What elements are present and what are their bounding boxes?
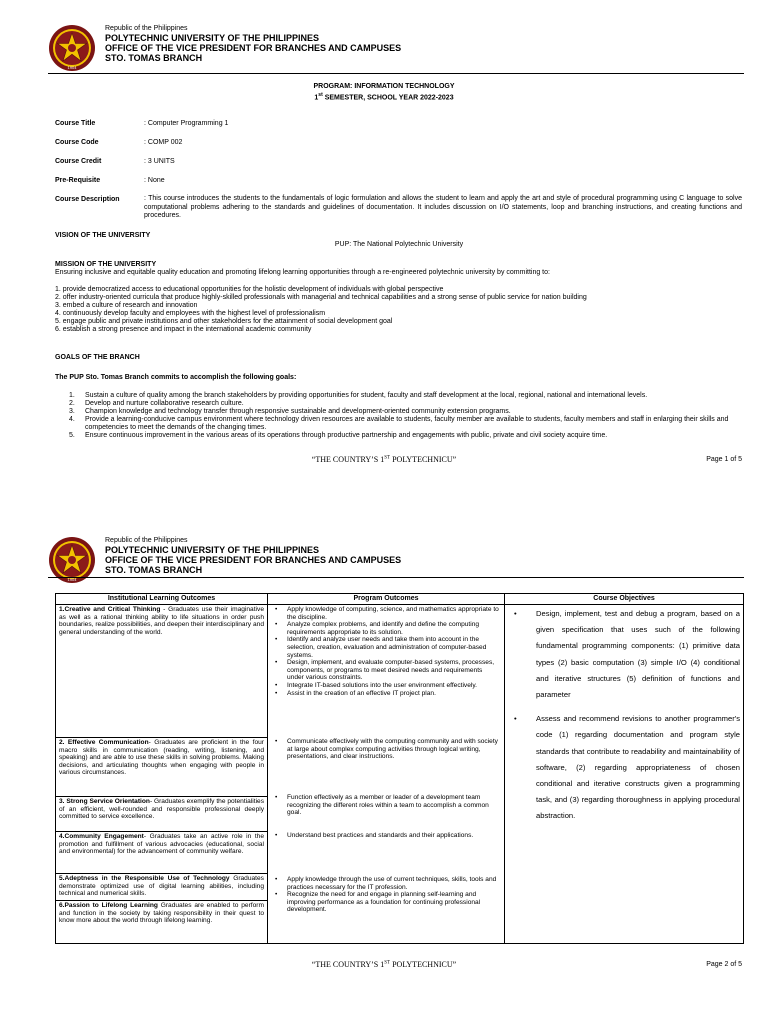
po-item: • Design, implement, and evaluate computer-based systems, processes, components, or programs to meet desired needs and requirements under various constraints. bbox=[271, 659, 501, 682]
vision-text: PUP: The National Polytechnic University bbox=[334, 241, 464, 248]
university-name: POLYTECHNIC UNIVERSITY OF THE PHILIPPINES bbox=[105, 545, 320, 555]
objective-item: • Assess and recommend revisions to another programmer's code (1) regarding documentation and program style standards that contribute to readability and maintainability of software, (2) regarding appropriateness of chosen conditional and iterative constructs given a programming task, and (3) regarding thoroughness in applying procedural abstraction. bbox=[508, 711, 740, 824]
footer-motto: “THE COUNTRY’S 1ST POLYTECHNICU” bbox=[311, 455, 457, 464]
page-2 bbox=[0, 512, 768, 1024]
po-group bbox=[271, 876, 501, 914]
course-code-value: : COMP 002 bbox=[144, 139, 183, 146]
ilo-item: 1.Creative and Critical Thinking - Graduates use their imaginative as well as a rational thinking ability to life situations in order push boundaries, realize possibilities, and deepen their interdisciplinary and general understanding of the world. bbox=[56, 605, 267, 738]
mission-item: 4. continuously develop faculty and employees with the highest level of professionalism bbox=[55, 310, 326, 317]
goal-item: 5. Ensure continuous improvement in the various areas of its operations through productive partnership and engagements with public, private and civil society acquire time. bbox=[69, 432, 608, 439]
po-group bbox=[271, 794, 501, 832]
objectives-list bbox=[508, 606, 740, 825]
letterhead bbox=[48, 534, 748, 586]
mission-heading: MISSION OF THE UNIVERSITY bbox=[55, 261, 157, 268]
goals-section bbox=[55, 354, 743, 440]
goal-item: 2. Develop and nurture collaborative research culture. bbox=[69, 400, 244, 407]
mission-item: 6. establish a strong presence and impact in the international academic community bbox=[55, 326, 312, 333]
footer-motto: “THE COUNTRY’S 1ST POLYTECHNICU” bbox=[311, 960, 457, 969]
po-item: • Apply knowledge of computing, science, and mathematics appropriate to the discipline. bbox=[271, 606, 501, 621]
po-item: • Recognize the need for and engage in planning self-learning and improving performance as a foundation for continuing professional development. bbox=[271, 891, 501, 914]
seal-year: 1904 bbox=[67, 577, 77, 582]
goal-item: 3. Champion knowledge and technology transfer through responsive sustainable and development-oriented community extension programs. bbox=[69, 408, 511, 415]
course-description-row bbox=[55, 195, 745, 225]
header-rule bbox=[48, 73, 744, 74]
po-item: • Function effectively as a member or leader of a development team recognizing the different roles within a team to accomplish a common goal. bbox=[271, 794, 501, 817]
po-item: • Integrate IT-based solutions into the user environment effectively. bbox=[271, 682, 501, 690]
table-row bbox=[56, 605, 744, 944]
vision-heading: VISION OF THE UNIVERSITY bbox=[55, 232, 151, 239]
mission-item: 3. embed a culture of research and innovation bbox=[55, 302, 198, 309]
vision-section bbox=[55, 232, 743, 249]
goals-intro: The PUP Sto. Tomas Branch commits to accomplish the following goals: bbox=[55, 374, 297, 381]
course-credit-value: : 3 UNITS bbox=[144, 158, 175, 165]
prerequisite-value: : None bbox=[144, 177, 165, 184]
program-title: PROGRAM: INFORMATION TECHNOLOGY bbox=[313, 83, 455, 90]
goal-item: 1. Sustain a culture of quality among the branch stakeholders by providing opportunities for student, faculty and staff development at the local, regional, national and international levels. bbox=[69, 392, 648, 399]
mission-intro: Ensuring inclusive and equitable quality education and promoting lifelong learning opportunities through a re-engineered polytechnic university by committing to: bbox=[55, 269, 550, 276]
mission-item: 5. engage public and private institutions and other stakeholders for the attainment of social development goal bbox=[55, 318, 393, 325]
goal-item: 4. Provide a learning-conducive campus environment where technology driven resources are available to students, faculty member are available to students, faculty members and staff in enlarging their skills and competencies to meet the demands of the changing times. bbox=[69, 416, 729, 431]
university-seal-icon bbox=[48, 24, 96, 72]
semester-line bbox=[0, 91, 768, 102]
branch-name: STO. TOMAS BRANCH bbox=[105, 53, 203, 63]
page-number: Page 1 of 5 bbox=[706, 456, 742, 463]
letterhead bbox=[48, 22, 748, 74]
semester-sup: st bbox=[318, 92, 323, 98]
mission-item: 2. offer industry-oriented curricula that produce highly-skilled professionals with managerial and technical capabilities and a strong sense of public service for nation building bbox=[55, 294, 587, 301]
po-group bbox=[271, 832, 501, 876]
course-description-value: : This course introduces the students to the fundamentals of logic formulation and allows the student to learn and apply the art and style of procedural programming using C language to solve computational problems adhering to the standards and guidelines of documentation. It includes discussion on I/O statements, loop and branching instructions, and creating functions and procedures. bbox=[144, 195, 742, 219]
po-item: • Understand best practices and standards and their applications. bbox=[271, 832, 501, 840]
po-item: • Analyze complex problems, and identify and define the computing requirements appropriate to its solution. bbox=[271, 621, 501, 636]
ilo-item: 4.Community Engagement- Graduates take an active role in the promotion and fulfillment of various advocacies (educational, social and environmental) for the advancement of community welfare. bbox=[56, 832, 267, 874]
mission-item: 1. provide democratized access to educational opportunities for the holistic development of individuals with global perspective bbox=[55, 286, 444, 293]
table-header-row bbox=[56, 594, 744, 605]
mission-section bbox=[55, 261, 743, 334]
ilo-item: 6.Passion to Lifelong Learning Graduates are enabled to perform and function in the society by taking responsibility in their quest to know more about the world through lifelong learning. bbox=[59, 902, 264, 925]
course-code-label: Course Code bbox=[55, 139, 99, 146]
course-objectives-column bbox=[505, 605, 744, 944]
column-header: Institutional Learning Outcomes bbox=[56, 594, 268, 605]
column-header: Course Objectives bbox=[505, 594, 744, 605]
po-group bbox=[271, 738, 501, 794]
university-name: POLYTECHNIC UNIVERSITY OF THE PHILIPPINES bbox=[105, 33, 320, 43]
objective-item: • Design, implement, test and debug a program, based on a given specification that uses such of the following fundamental programming components: (1) primitive data types (2) basic computation (3) simple I/O (4) conditional and iterative structures (5) definition of functions and parameter bbox=[508, 606, 740, 703]
office-name: OFFICE OF THE VICE PRESIDENT FOR BRANCHES AND CAMPUSES bbox=[105, 555, 402, 565]
header-rule bbox=[48, 577, 744, 578]
semester-number: 1 bbox=[314, 94, 319, 102]
republic-line: Republic of the Philippines bbox=[105, 25, 188, 32]
page-number: Page 2 of 5 bbox=[706, 961, 742, 968]
goals-list bbox=[55, 392, 743, 440]
po-item: • Assist in the creation of an effective IT project plan. bbox=[271, 690, 501, 698]
goals-heading: GOALS OF THE BRANCH bbox=[55, 354, 140, 361]
ilo-item: 2. Effective Communication- Graduates are proficient in the four macro skills in communication (reading, writing, listening, and speaking) and are able to use these skills in solving problems. Making decisions, and articulating thoughts when engaging with people in various circumstances. bbox=[56, 738, 267, 797]
republic-line: Republic of the Philippines bbox=[105, 537, 188, 544]
prerequisite-label: Pre-Requisite bbox=[55, 177, 101, 184]
branch-name: STO. TOMAS BRANCH bbox=[105, 565, 203, 575]
po-item: • Communicate effectively with the computing community and with society at large about complex computing activities through logical writing, presentations, and clear instructions. bbox=[271, 738, 501, 761]
seal-year: 1904 bbox=[67, 65, 77, 70]
column-header: Program Outcomes bbox=[268, 594, 505, 605]
po-group bbox=[271, 606, 501, 738]
program-outcomes-column bbox=[268, 605, 505, 944]
outcomes-table bbox=[55, 593, 744, 944]
course-title-value: : Computer Programming 1 bbox=[144, 120, 229, 127]
ilo-column bbox=[56, 605, 268, 944]
course-title-label: Course Title bbox=[55, 120, 96, 127]
office-name: OFFICE OF THE VICE PRESIDENT FOR BRANCHES AND CAMPUSES bbox=[105, 43, 402, 53]
course-credit-label: Course Credit bbox=[55, 158, 102, 165]
semester-rest: SEMESTER, SCHOOL YEAR 2022-2023 bbox=[322, 94, 454, 102]
ilo-item: 3. Strong Service Orientation- Graduates exemplify the potentialities of an efficient, well-rounded and responsible professional deeply committed to service excellence. bbox=[56, 797, 267, 832]
po-item: • Apply knowledge through the use of current techniques, skills, tools and practices necessary for the IT profession. bbox=[271, 876, 501, 891]
po-item: • Identify and analyze user needs and take them into account in the selection, creation, evaluation and administration of computer-based systems. bbox=[271, 636, 501, 659]
course-description-label: Course Description bbox=[55, 196, 120, 203]
ilo-item: 5.Adeptness in the Responsible Use of Technology Graduates demonstrate optimized use of digital learning abilities, including technical and numerical skills. bbox=[56, 874, 267, 901]
